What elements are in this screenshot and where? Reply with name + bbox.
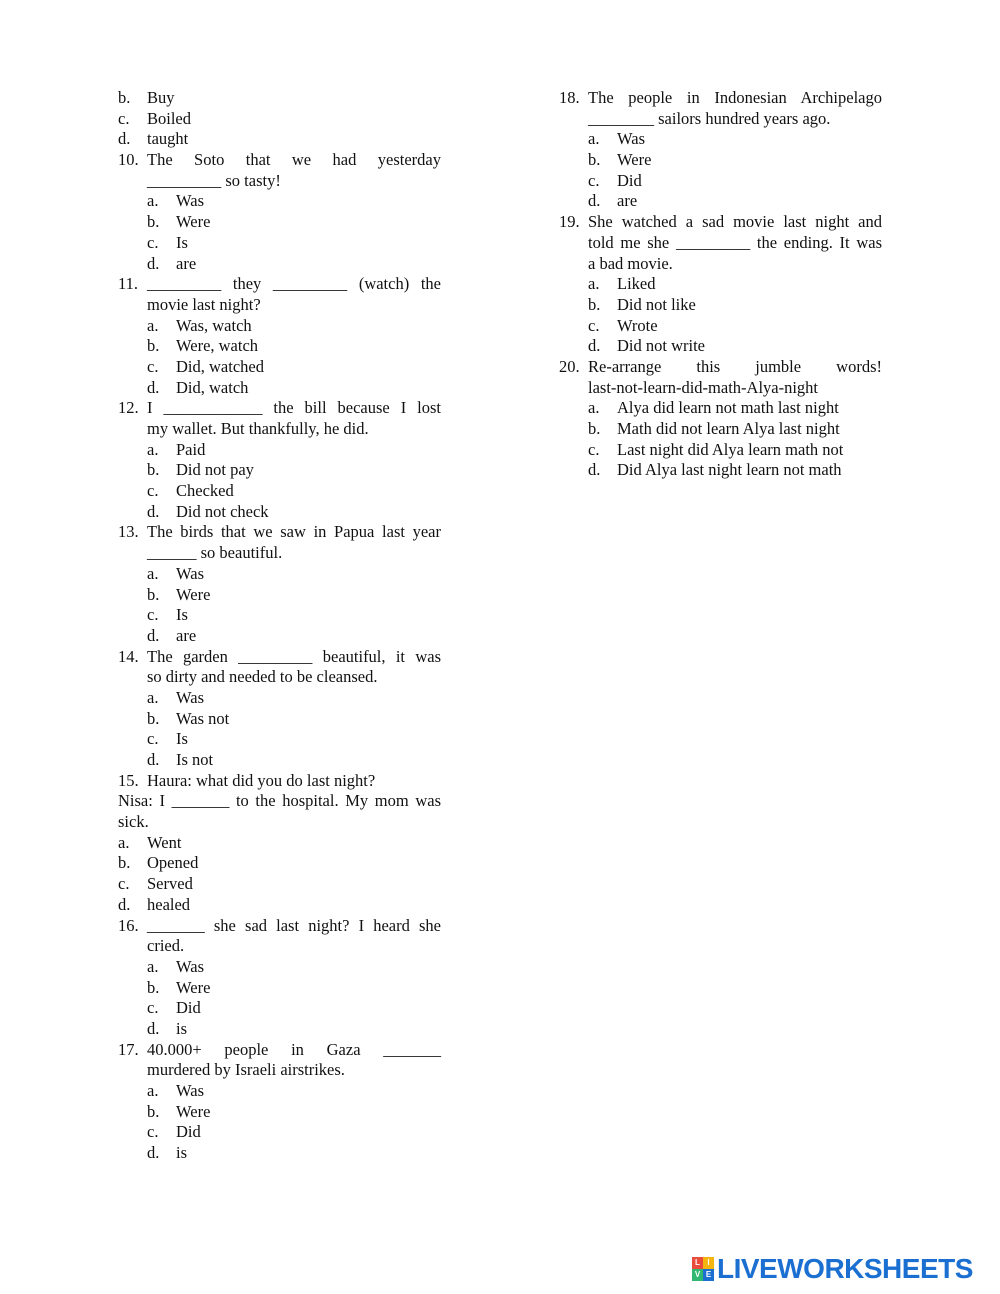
liveworksheets-logo-icon xyxy=(692,1257,714,1281)
option-text: Was not xyxy=(176,708,230,728)
option-text: Went xyxy=(147,832,182,852)
option-letter: d. xyxy=(147,377,160,397)
question-text: a bad movie. xyxy=(588,253,673,273)
option-text: Did xyxy=(176,998,201,1018)
question-number: 19. xyxy=(559,212,580,232)
answer-option xyxy=(147,1081,441,1102)
question-line xyxy=(559,109,882,130)
answer-option xyxy=(588,129,882,150)
logo-mark-cell: E xyxy=(703,1269,714,1281)
option-text: Did not like xyxy=(617,294,696,314)
answer-option xyxy=(147,998,441,1019)
option-letter: b. xyxy=(588,150,601,170)
answer-option xyxy=(118,895,441,916)
question-line xyxy=(118,543,441,564)
question-text: The birds that we saw in Papua last year xyxy=(147,522,441,542)
question-line xyxy=(118,274,441,295)
answer-option xyxy=(588,419,882,440)
question-text: cried. xyxy=(147,936,185,956)
question-block xyxy=(118,1040,441,1081)
answer-option xyxy=(147,1143,441,1164)
question-text: The people in Indonesian Archipelago xyxy=(588,88,882,107)
liveworksheets-logo xyxy=(692,1254,973,1284)
answer-option xyxy=(147,1102,441,1123)
option-letter: c. xyxy=(588,439,600,459)
option-letter: c. xyxy=(118,874,130,894)
question-line xyxy=(118,667,441,688)
answer-option xyxy=(588,191,882,212)
option-text: Did, watch xyxy=(176,377,249,397)
option-letter: d. xyxy=(147,625,160,645)
option-text: Were xyxy=(617,150,652,170)
option-letter: b. xyxy=(147,336,160,356)
answer-option xyxy=(147,1019,441,1040)
option-text: Served xyxy=(147,874,193,894)
question-block xyxy=(118,647,441,688)
option-letter: a. xyxy=(588,398,600,418)
answer-option xyxy=(147,440,441,461)
answer-option xyxy=(588,316,882,337)
answer-option xyxy=(147,564,441,585)
option-letter: c. xyxy=(147,1122,159,1142)
option-text: Paid xyxy=(176,439,206,459)
question-number: 10. xyxy=(118,150,139,170)
answer-option xyxy=(588,398,882,419)
option-text: Was xyxy=(176,191,204,211)
question-number: 20. xyxy=(559,356,580,376)
option-letter: d. xyxy=(147,1143,160,1163)
option-text: Buy xyxy=(147,88,175,107)
option-text: Was xyxy=(176,687,204,707)
answer-option xyxy=(147,605,441,626)
question-block xyxy=(118,398,441,439)
option-text: Was xyxy=(176,1081,204,1100)
answer-option xyxy=(588,460,882,481)
question-block xyxy=(118,916,441,957)
option-text: taught xyxy=(147,129,189,149)
option-text: are xyxy=(176,625,197,645)
question-line xyxy=(118,916,441,937)
option-letter: b. xyxy=(588,419,601,438)
option-text: Checked xyxy=(176,481,234,501)
option-text: Were xyxy=(176,212,211,232)
question-block xyxy=(559,88,882,129)
question-line xyxy=(559,254,882,275)
option-text: is xyxy=(176,1143,188,1163)
option-letter: a. xyxy=(118,832,130,852)
answer-option xyxy=(147,502,441,523)
question-block xyxy=(118,522,441,563)
answer-option xyxy=(118,88,441,109)
question-line xyxy=(559,233,882,254)
option-letter: c. xyxy=(147,356,159,376)
option-text: healed xyxy=(147,894,191,914)
question-line xyxy=(118,936,441,957)
question-line xyxy=(118,419,441,440)
answer-option xyxy=(118,109,441,130)
question-line xyxy=(118,522,441,543)
question-text: so dirty and needed to be cleansed. xyxy=(147,667,378,687)
option-letter: d. xyxy=(588,191,601,211)
option-text: Last night did Alya learn math not xyxy=(617,439,844,459)
option-text: Did not check xyxy=(176,501,269,521)
question-block xyxy=(559,212,882,274)
question-line xyxy=(559,357,882,378)
option-letter: c. xyxy=(118,108,130,128)
question-number: 16. xyxy=(118,915,139,935)
question-text: She watched a sad movie last night and xyxy=(588,212,882,232)
question-line xyxy=(559,378,882,399)
question-number: 13. xyxy=(118,522,139,542)
answer-option xyxy=(588,295,882,316)
question-text: my wallet. But thankfully, he did. xyxy=(147,419,369,438)
dialogue-line: sick. xyxy=(118,812,149,832)
question-line xyxy=(118,647,441,668)
option-letter: d. xyxy=(147,253,160,273)
option-text: Were, watch xyxy=(176,336,259,356)
answer-option xyxy=(118,874,441,895)
option-text: Did xyxy=(617,170,642,190)
option-letter: b. xyxy=(118,853,131,873)
answer-option xyxy=(147,688,441,709)
option-text: Did xyxy=(176,1122,201,1142)
answer-option xyxy=(147,316,441,337)
option-text: Is not xyxy=(176,750,214,769)
option-letter: d. xyxy=(588,336,601,356)
question-line xyxy=(559,212,882,233)
question-line xyxy=(559,88,882,109)
dialogue-line: Nisa: I _______ to the hospital. My mom was xyxy=(118,791,441,811)
option-text: Did not write xyxy=(617,336,705,356)
option-text: Was xyxy=(617,129,645,149)
option-letter: c. xyxy=(147,481,159,501)
option-text: Did not pay xyxy=(176,460,254,480)
option-letter: a. xyxy=(147,563,159,583)
option-letter: b. xyxy=(147,460,160,480)
option-letter: b. xyxy=(588,294,601,314)
option-letter: d. xyxy=(147,501,160,521)
answer-option xyxy=(147,212,441,233)
option-text: Is xyxy=(176,729,188,749)
option-text: is xyxy=(176,1018,188,1038)
option-letter: b. xyxy=(147,708,160,728)
answer-option xyxy=(147,978,441,999)
question-block xyxy=(118,771,441,792)
question-line xyxy=(118,150,441,171)
option-letter: b. xyxy=(147,212,160,232)
question-text: Re-arrange this jumble words! xyxy=(588,356,882,376)
option-letter: b. xyxy=(147,1101,160,1121)
option-text: Alya did learn not math last night xyxy=(617,398,839,418)
answer-option xyxy=(147,378,441,399)
option-text: Were xyxy=(176,977,211,997)
option-text: Were xyxy=(176,1101,211,1121)
question-line xyxy=(118,398,441,419)
option-text: Boiled xyxy=(147,108,191,128)
question-number: 11. xyxy=(118,274,139,294)
answer-option xyxy=(588,440,882,461)
question-number: 15. xyxy=(118,770,139,790)
answer-option xyxy=(147,585,441,606)
option-letter: a. xyxy=(588,274,600,294)
question-number: 18. xyxy=(559,88,580,107)
question-text: Haura: what did you do last night? xyxy=(147,770,376,790)
option-text: Math did not learn Alya last night xyxy=(617,419,840,438)
option-text: Liked xyxy=(617,274,656,294)
question-line xyxy=(118,1040,441,1061)
question-text: I ____________ the bill because I lost xyxy=(147,398,441,418)
option-letter: c. xyxy=(147,232,159,252)
answer-option xyxy=(588,336,882,357)
answer-option xyxy=(147,233,441,254)
option-letter: a. xyxy=(147,687,159,707)
option-text: Was, watch xyxy=(176,315,252,335)
option-letter: c. xyxy=(588,170,600,190)
question-number: 14. xyxy=(118,646,139,666)
option-letter: a. xyxy=(147,956,159,976)
option-letter: c. xyxy=(147,605,159,625)
question-text: 40.000+ people in Gaza _______ xyxy=(147,1039,441,1059)
option-text: Opened xyxy=(147,853,199,873)
option-letter: d. xyxy=(588,460,601,480)
answer-option xyxy=(118,853,441,874)
question-line xyxy=(118,771,441,792)
answer-option xyxy=(147,357,441,378)
question-text: ______ so beautiful. xyxy=(147,543,283,563)
question-text: The garden _________ beautiful, it was xyxy=(147,646,441,666)
question-text: last-not-learn-did-math-Alya-night xyxy=(588,377,819,397)
answer-option xyxy=(147,626,441,647)
option-letter: b. xyxy=(147,584,160,604)
option-letter: d. xyxy=(147,750,160,769)
option-letter: a. xyxy=(147,439,159,459)
answer-option xyxy=(147,254,441,275)
option-text: Was xyxy=(176,563,204,583)
logo-mark-cell: L xyxy=(692,1257,703,1269)
option-text: are xyxy=(617,191,638,211)
answer-option xyxy=(588,171,882,192)
question-text: _________ so tasty! xyxy=(147,170,281,190)
answer-option xyxy=(588,274,882,295)
option-text: Did, watched xyxy=(176,356,264,376)
question-number: 12. xyxy=(118,398,139,418)
question-block xyxy=(559,357,882,398)
right-column xyxy=(559,88,882,481)
answer-option xyxy=(118,129,441,150)
answer-option xyxy=(147,957,441,978)
option-letter: d. xyxy=(147,1018,160,1038)
question-line xyxy=(118,171,441,192)
question-text: told me she _________ the ending. It was xyxy=(588,232,882,252)
answer-option xyxy=(147,709,441,730)
question-number: 17. xyxy=(118,1039,139,1059)
answer-option xyxy=(147,460,441,481)
question-text: The Soto that we had yesterday xyxy=(147,150,441,170)
question-text: _______ she sad last night? I heard she xyxy=(147,915,441,935)
option-letter: a. xyxy=(588,129,600,149)
option-letter: d. xyxy=(118,129,131,149)
left-column xyxy=(118,88,441,1164)
option-text: Is xyxy=(176,605,188,625)
option-letter: a. xyxy=(147,1081,159,1100)
answer-option xyxy=(147,481,441,502)
answer-option xyxy=(588,150,882,171)
question-block xyxy=(118,274,441,315)
logo-mark-cell: V xyxy=(692,1269,703,1281)
question-text: _________ they _________ (watch) the xyxy=(147,274,441,294)
logo-mark-cell: I xyxy=(703,1257,714,1269)
answer-option xyxy=(147,729,441,750)
answer-option xyxy=(147,1122,441,1143)
question-text: murdered by Israeli airstrikes. xyxy=(147,1060,345,1080)
option-text: Were xyxy=(176,584,211,604)
answer-option xyxy=(147,191,441,212)
option-text: are xyxy=(176,253,197,273)
option-text: Did Alya last night learn not math xyxy=(617,460,842,480)
question-text: movie last night? xyxy=(147,294,261,314)
option-letter: d. xyxy=(118,894,131,914)
option-text: Is xyxy=(176,232,188,252)
question-line xyxy=(118,295,441,316)
option-letter: b. xyxy=(147,977,160,997)
question-text: ________ sailors hundred years ago. xyxy=(588,108,831,128)
option-text: Was xyxy=(176,956,204,976)
option-letter: a. xyxy=(147,191,159,211)
option-letter: c. xyxy=(147,998,159,1018)
liveworksheets-wordmark: LIVEWORKSHEETS xyxy=(717,1253,973,1284)
option-letter: c. xyxy=(147,729,159,749)
option-letter: b. xyxy=(118,88,131,107)
answer-option xyxy=(147,750,441,771)
answer-option xyxy=(147,336,441,357)
answer-option xyxy=(118,833,441,854)
option-letter: c. xyxy=(588,315,600,335)
question-line xyxy=(118,1060,441,1081)
question-block xyxy=(118,150,441,191)
option-letter: a. xyxy=(147,315,159,335)
option-text: Wrote xyxy=(617,315,658,335)
